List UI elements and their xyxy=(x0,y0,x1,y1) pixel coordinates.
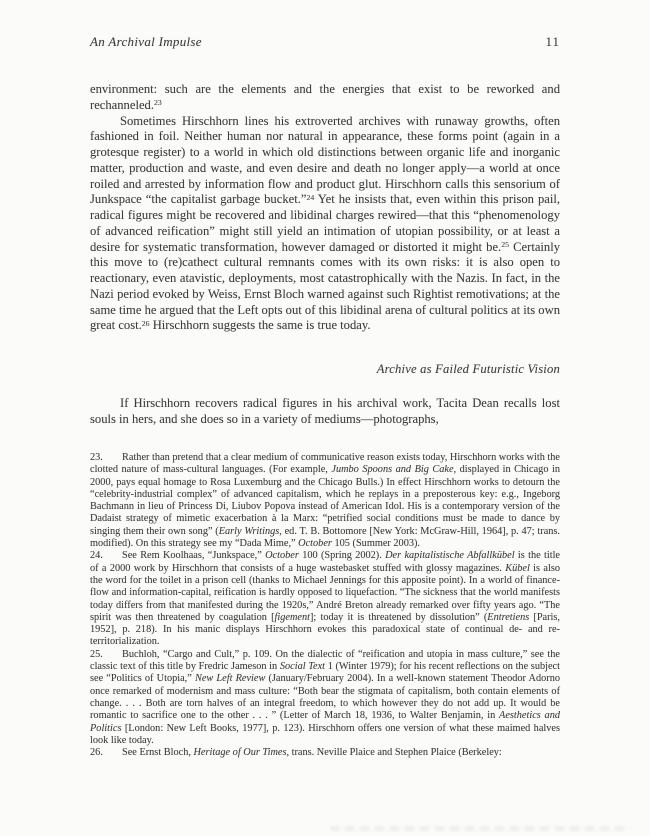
footnote-number: 26. xyxy=(90,747,103,759)
footnote-25 xyxy=(90,649,560,747)
footnote-text: Rather than pretend that a clear medium of communicative reason exists today, Hirschhorn works with the clotted nature of mass-cultural languages. (For example, Jumbo Spoons and Big Cake, displayed in Chicago in 2000, pays equal homage to Rosa Luxemburg and the Chicago Bulls.) In effect Hirschhorn works to detourn the “celebrity-industrial complex” of advanced capitalism, which he replays in a preposterous key: e.g., Ingeborg Bachmann in lieu of Princess Di, Liubov Popova instead of American Idol. His is a contemporary version of the Dadaist strategy of mimetic exacerbation à la Marx: “petrified social conditions must be made to dance by singing them their own song” (Early Writings, ed. T. B. Bottomore [New York: McGraw-Hill, 1964], p. 47; trans. modified). On this strategy see my “Dada Mime,” October 105 (Summer 2003). xyxy=(90,452,561,550)
footnotes-block xyxy=(90,452,560,759)
paragraph-tacita-dean: If Hirschhorn recovers radical figures in his archival work, Tacita Dean recalls lost souls in hers, and she does so in a variety of mediums—photographs, xyxy=(90,395,560,426)
footnote-text: See Ernst Bloch, Heritage of Our Times, trans. Neville Plaice and Stephen Plaice (Berkeley: xyxy=(122,747,502,759)
footnote-text: See Rem Koolhaas, “Junkspace,” October 100 (Spring 2002). Der kapitalistische Abfallkübel is the title of a 2000 work by Hirschhorn that consists of a huge wastebasket stuffed with glossy magazines. Kübel is also the word for the toilet in a prison cell (thanks to Michael Jennings for this apposite point). In a world of finance-flow and information-capital, reification is hardly opposed to liquefaction. “The sickness that the world manifests today differs from that manifested during the 1920s,” André Breton already remarked over fifty years ago. “The spirit was then threatened by coagulation [figement]; today it is threatened by dissolution” (Entretiens [Paris, 1952], p. 218). In his manic displays Hirschhorn evokes this paradoxical state of continual de- and re-territorialization. xyxy=(90,550,561,648)
paragraph-hirschhorn-junkspace: Sometimes Hirschhorn lines his extroverted archives with runaway growths, often fashioned in foil. Neither human nor natural in appearance, these forms point (again in a grotesque register) to a world in which old distinctions between organic life and inorganic matter, production and waste, and even desire and death no longer apply—a world at once roiled and arrested by information flow and product glut. Hirschhorn calls this sensorium of Junkspace “the capitalist garbage bucket.”$^{24}$ Yet he insists that, even within this prison pail, radical figures might be recovered and libidinal charges rewired—that this “phenomenology of advanced reification” might still yield an intimation of utopian possibility, or at least a desire for systematic transformation, however damaged or distorted it might be.$^{25}$ Certainly this move to (re)cathect cultural remnants comes with its own risks: it is also open to reactionary, even atavistic, deployments, most catastrophically with the Nazis. In fact, in the Nazi period evoked by Weiss, Ernst Bloch warned against such Rightist remotivations; at the same time he argued that the Left opts out of this libidinal arena of cultural politics at its own great cost.$^{26}$ Hirschhorn suggests the same is true today. xyxy=(90,113,560,333)
body-text-column xyxy=(90,82,560,427)
footnote-number: 25. xyxy=(90,648,103,660)
footnote-number: 24. xyxy=(90,550,103,562)
running-title: An Archival Impulse xyxy=(90,34,202,49)
paragraph-continuation: environment: such are the elements and the energies that exist to be reworked and rechanneled.$^{23}$ xyxy=(90,82,560,112)
page-number: 11 xyxy=(545,34,560,49)
footnote-number: 23. xyxy=(90,452,103,463)
scan-bleedthrough-artifact xyxy=(330,826,630,831)
footnote-26 xyxy=(90,747,560,759)
footnote-24 xyxy=(90,550,560,648)
page-header xyxy=(90,34,560,50)
footnote-23 xyxy=(90,452,560,550)
footnote-text: Buchloh, “Cargo and Cult,” p. 109. On the dialectic of “reification and utopia in mass culture,” see the classic text of this title by Fredric Jameson in Social Text 1 (Winter 1979); for his recent reflections on the subject see “Politics of Utopia,” New Left Review (January/February 2004). In a well-known statement Theodor Adorno once remarked of modernism and mass culture: “Both bear the stigmata of capitalism, both contain elements of change. . . . Both are torn halves of an integral freedom, to which however they do not add up. It would be romantic to sacrifice one to the other . . . ” (Letter of March 18, 1936, to Walter Benjamin, in Aesthetics and Politics [London: New Left Books, 1977], p. 123). Hirschhorn offers one version of what these maimed halves look like today. xyxy=(90,648,560,746)
section-heading: Archive as Failed Futuristic Vision xyxy=(376,362,560,376)
